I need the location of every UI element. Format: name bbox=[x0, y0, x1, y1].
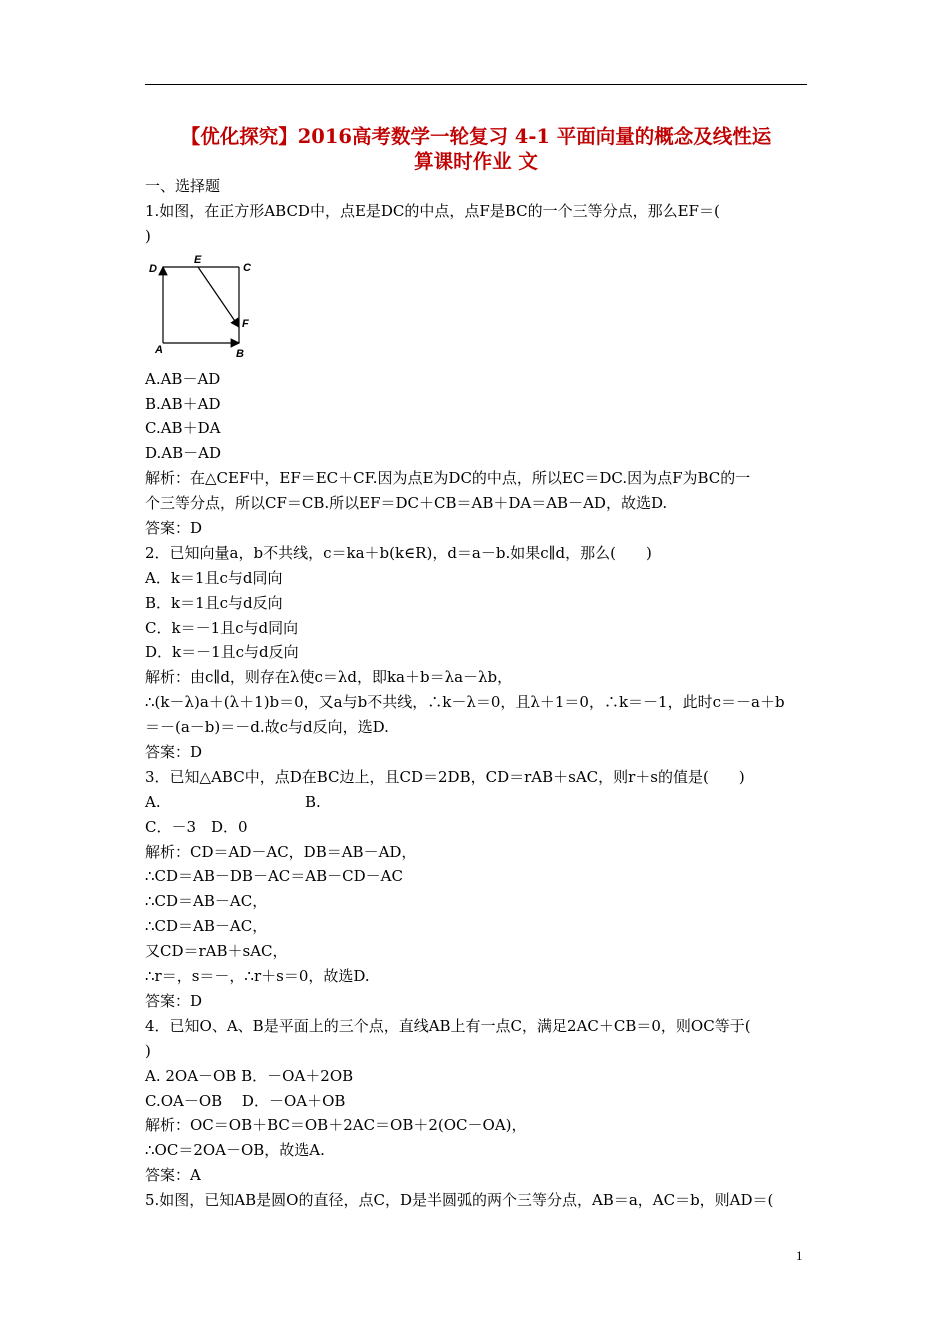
label-b: B bbox=[236, 347, 244, 360]
header-rule bbox=[145, 84, 807, 85]
q1-option-b: B.AB＋AD bbox=[145, 394, 221, 413]
q3-analysis-line-5: 又CD＝rAB＋sAC， bbox=[145, 942, 288, 961]
q4-analysis-line-1: 解析：OC＝OB＋BC＝OB＋2AC＝OB＋2(OC－OA)， bbox=[145, 1116, 527, 1135]
q3-analysis-line-2: ∴CD＝AB－DB－AC＝AB－CD－AC bbox=[145, 867, 403, 886]
q3-analysis-line-3: ∴CD＝AB－AC， bbox=[145, 892, 268, 911]
q2-option-b: B．k＝1且c与d反向 bbox=[145, 593, 283, 612]
document-body bbox=[145, 174, 807, 1213]
q1-analysis-line-2: 个三等分点，所以CF＝CB.所以EF＝DC＋CB＝AB＋DA＝AB－AD，故选D. bbox=[145, 494, 668, 513]
square-diagram bbox=[147, 253, 257, 361]
page-number: 1 bbox=[796, 1248, 803, 1263]
q4-analysis-line-2: ∴OC＝2OA－OB，故选A. bbox=[145, 1141, 325, 1160]
q1-stem-line-1: 1.如图，在正方形ABCD中，点E是DC的中点，点F是BC的一个三等分点，那么EF＝( bbox=[145, 201, 720, 220]
q4-options-line-1: A. 2OA－OB B．－OA＋2OB bbox=[145, 1066, 354, 1085]
q3-analysis-line-1: 解析：CD＝AD－AC，DB＝AB－AD， bbox=[145, 842, 417, 861]
q3-stem: 3．已知△ABC中，点D在BC边上，且CD＝2DB，CD＝rAB＋sAC，则r＋s的值是( ) bbox=[145, 767, 745, 786]
label-e: E bbox=[194, 253, 202, 266]
label-a: A bbox=[155, 343, 163, 356]
q5-stem-line-1: 5.如图，已知AB是圆O的直径，点C，D是半圆弧的两个三等分点，AB＝a，AC＝b，则AD＝( bbox=[145, 1191, 774, 1210]
document-title bbox=[145, 124, 807, 174]
q1-analysis-line-1: 解析：在△CEF中，EF＝EC＋CF.因为点E为DC的中点，所以EC＝DC.因为点F为BC的一 bbox=[145, 469, 751, 488]
q2-analysis-line-2: ∴(k－λ)a＋(λ＋1)b＝0，又a与b不共线，∴k－λ＝0，且λ＋1＝0，∴k＝－1，此时c＝－a＋b bbox=[145, 693, 785, 712]
q4-options-line-2: C.OA－OB D．－OA＋OB bbox=[145, 1091, 346, 1110]
q2-analysis-line-3: ＝－(a－b)＝－d.故c与d反向，选D. bbox=[145, 718, 389, 737]
segment-ef bbox=[198, 267, 239, 327]
title-line-1: 【优化探究】2016高考数学一轮复习 4-1 平面向量的概念及线性运 bbox=[180, 125, 772, 148]
label-c: C bbox=[243, 261, 251, 274]
section-heading: 一、选择题 bbox=[145, 177, 221, 195]
q3-option-a: A. bbox=[145, 792, 161, 811]
q4-answer: 答案：A bbox=[145, 1166, 201, 1185]
q4-stem-line-1: 4．已知O、A、B是平面上的三个点，直线AB上有一点C，满足2AC＋CB＝0，则OC等于( bbox=[145, 1016, 751, 1035]
q3-analysis-line-4: ∴CD＝AB－AC， bbox=[145, 917, 268, 936]
q3-options-cd: C．－3 D．0 bbox=[145, 817, 248, 836]
q4-stem-line-2: ) bbox=[145, 1041, 151, 1060]
label-d: D bbox=[149, 262, 157, 275]
q2-answer: 答案：D bbox=[145, 743, 203, 762]
q1-option-a: A.AB－AD bbox=[145, 369, 221, 388]
q1-option-c: C.AB＋DA bbox=[145, 419, 221, 438]
q1-stem-line-2: ) bbox=[145, 226, 151, 245]
q2-analysis-line-1: 解析：由c∥d，则存在λ使c＝λd，即ka＋b＝λa－λb， bbox=[145, 668, 513, 687]
q1-square-figure bbox=[147, 253, 257, 361]
q2-stem: 2．已知向量a，b不共线，c＝ka＋b(k∈R)，d＝a－b.如果c∥d，那么( ) bbox=[145, 543, 652, 562]
label-f: F bbox=[242, 317, 249, 330]
q3-option-b: B. bbox=[305, 792, 321, 811]
q2-option-d: D．k＝－1且c与d反向 bbox=[145, 643, 299, 662]
q3-analysis-line-6: ∴r＝，s＝－，∴r＋s＝0，故选D. bbox=[145, 967, 370, 986]
title-line-2: 算课时作业 文 bbox=[414, 150, 538, 173]
q2-option-a: A．k＝1且c与d同向 bbox=[145, 568, 283, 587]
q3-answer: 答案：D bbox=[145, 991, 203, 1010]
q2-option-c: C．k＝－1且c与d同向 bbox=[145, 618, 299, 637]
q1-option-d: D.AB－AD bbox=[145, 444, 221, 463]
q3-options-ab bbox=[145, 790, 807, 815]
q1-answer: 答案：D bbox=[145, 519, 203, 538]
